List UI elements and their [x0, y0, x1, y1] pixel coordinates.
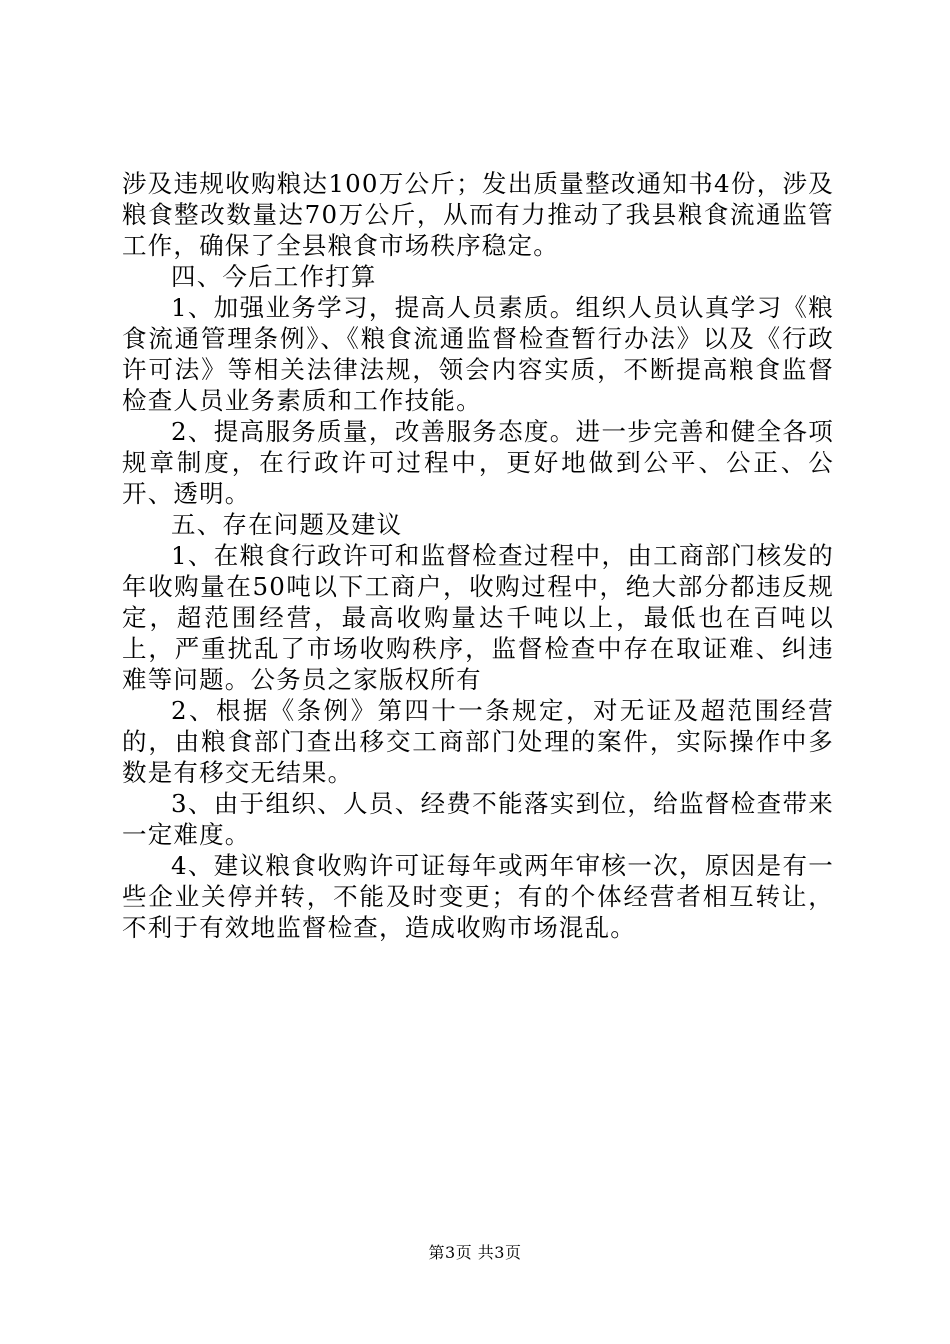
paragraph-problem-3: 3、由于组织、人员、经费不能落实到位，给监督检查带来一定难度。	[122, 789, 834, 849]
paragraph-plan-1: 1、加强业务学习，提高人员素质。组织人员认真学习《粮食流通管理条例》、《粮食流通监督检查暂行办法》以及《行政许可法》等相关法律法规，领会内容实质，不断提高粮食监督检查人员业务素质和工作技能。	[122, 293, 834, 415]
paragraph-plan-2: 2、提高服务质量，改善服务态度。进一步完善和健全各项规章制度，在行政许可过程中，更好地做到公平、公正、公开、透明。	[122, 417, 834, 508]
paragraph-continuation: 涉及违规收购粮达100万公斤；发出质量整改通知书4份，涉及粮食整改数量达70万公斤，从而有力推动了我县粮食流通监管工作，确保了全县粮食市场秩序稳定。	[122, 169, 834, 260]
paragraph-problem-4: 4、建议粮食收购许可证每年或两年审核一次，原因是有一些企业关停并转，不能及时变更；有的个体经营者相互转让，不利于有效地监督检查，造成收购市场混乱。	[122, 851, 834, 942]
page-number-footer: 第3页 共3页	[428, 1243, 522, 1262]
paragraph-problem-2: 2、根据《条例》第四十一条规定，对无证及超范围经营的，由粮食部门查出移交工商部门处理的案件，实际操作中多数是有移交无结果。	[122, 696, 834, 787]
section-heading-future-plans: 四、今后工作打算	[171, 262, 377, 291]
section-heading-problems: 五、存在问题及建议	[171, 510, 403, 539]
paragraph-problem-1: 1、在粮食行政许可和监督检查过程中，由工商部门核发的年收购量在50吨以下工商户，收购过程中，绝大部分都违反规定，超范围经营，最高收购量达千吨以上，最低也在百吨以上，严重扰乱了市场收购秩序，监督检查中存在取证难、纠违难等问题。公务员之家版权所有	[122, 541, 834, 694]
document-body	[122, 168, 834, 943]
